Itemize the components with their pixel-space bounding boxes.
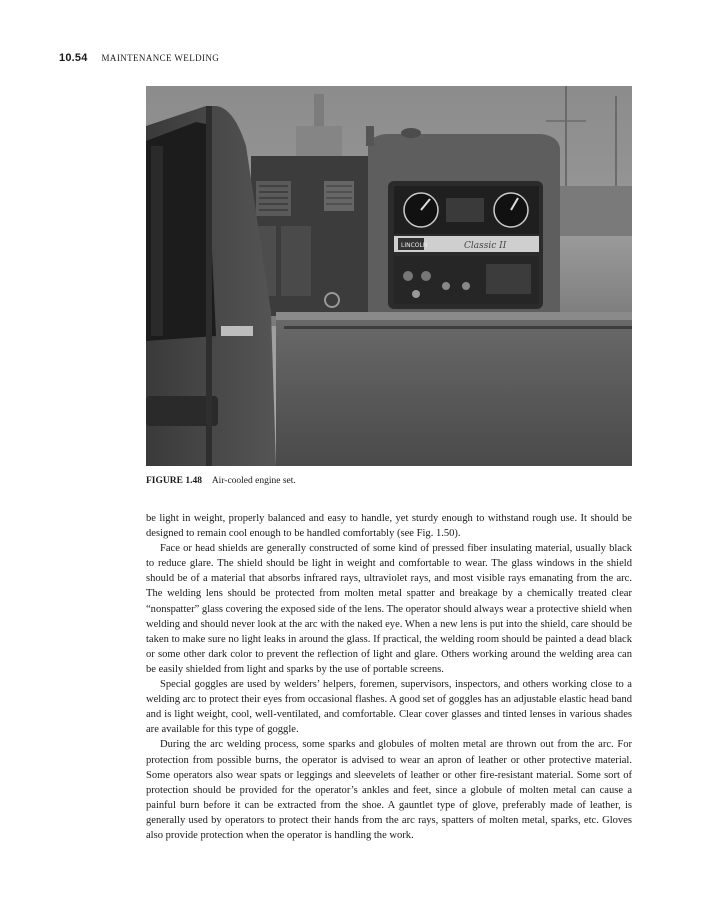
model-badge: Classic II [464, 241, 507, 251]
running-head: MAINTENANCE WELDING [101, 53, 220, 63]
brand-badge: LINCOLN [401, 242, 428, 249]
figure-caption-text: Air-cooled engine set. [211, 476, 296, 486]
figure-label: FIGURE 1.48 [146, 476, 202, 486]
figure-caption [146, 476, 296, 486]
paragraph: Face or head shields are generally constructed of some kind of pressed fiber insulating material, usually black to reduce glare. The shield should be light in weight and comfortable to wear. The glass windows in the shield should be of a material that absorbs infrared rays, ultraviolet rays, and most visible rays emanating from the arc. The welding lens should be protected from molten metal spatter and breakage by a chemically treated clear “nonspatter” glass covering the exposed side of the lens. The operator should always wear a protective shield when welding and should never look at the arc with the naked eye. When a new lens is put into the shield, care should be taken to make sure no light leaks in around the glass. If practical, the welding room should be painted a dead black or some other dark color to prevent the reflection of light and glare. Others working around the welding area can be easily shielded from light and sparks by the use of portable screens. [146, 543, 632, 675]
page-number: 10.54 [59, 52, 88, 64]
paragraph: During the arc welding process, some sparks and globules of molten metal are thrown out from the arc. For protection from possible burns, the operator is advised to wear an apron of leather or other protective material. Some operators also wear spats or leggings and sleevelets of leather or other fire-resistant material. Some sort of protection should be provided for the operator’s ankles and feet, since a globule of molten metal can cause a painful burn before it can be extracted from the shoe. A gauntlet type of glove, preferably made of leather, is generally used by operators to protect their hands from the arc rays, spatters of molten metal, sparks, etc. Gloves also provide protection when the operator is handling the work. [146, 739, 632, 841]
paragraph: Special goggles are used by welders’ helpers, foremen, supervisors, inspectors, and others working close to a welding arc to protect their eyes from occasional flashes. A good set of goggles has an adjustable elastic head band and is light weight, cool, well-ventilated, and comfortable. Clear cover glasses and tinted lenses in various shades are available for this type of goggle. [146, 679, 632, 736]
figure-photo [146, 86, 632, 466]
engine-welder-photo [146, 86, 632, 466]
paragraph: be light in weight, properly balanced and easy to handle, yet sturdy enough to withstand rough use. It should be designed to remain cool enough to be handled comfortably (see Fig. 1.50). [146, 513, 632, 540]
page-header [59, 52, 219, 64]
body-text [146, 511, 632, 843]
